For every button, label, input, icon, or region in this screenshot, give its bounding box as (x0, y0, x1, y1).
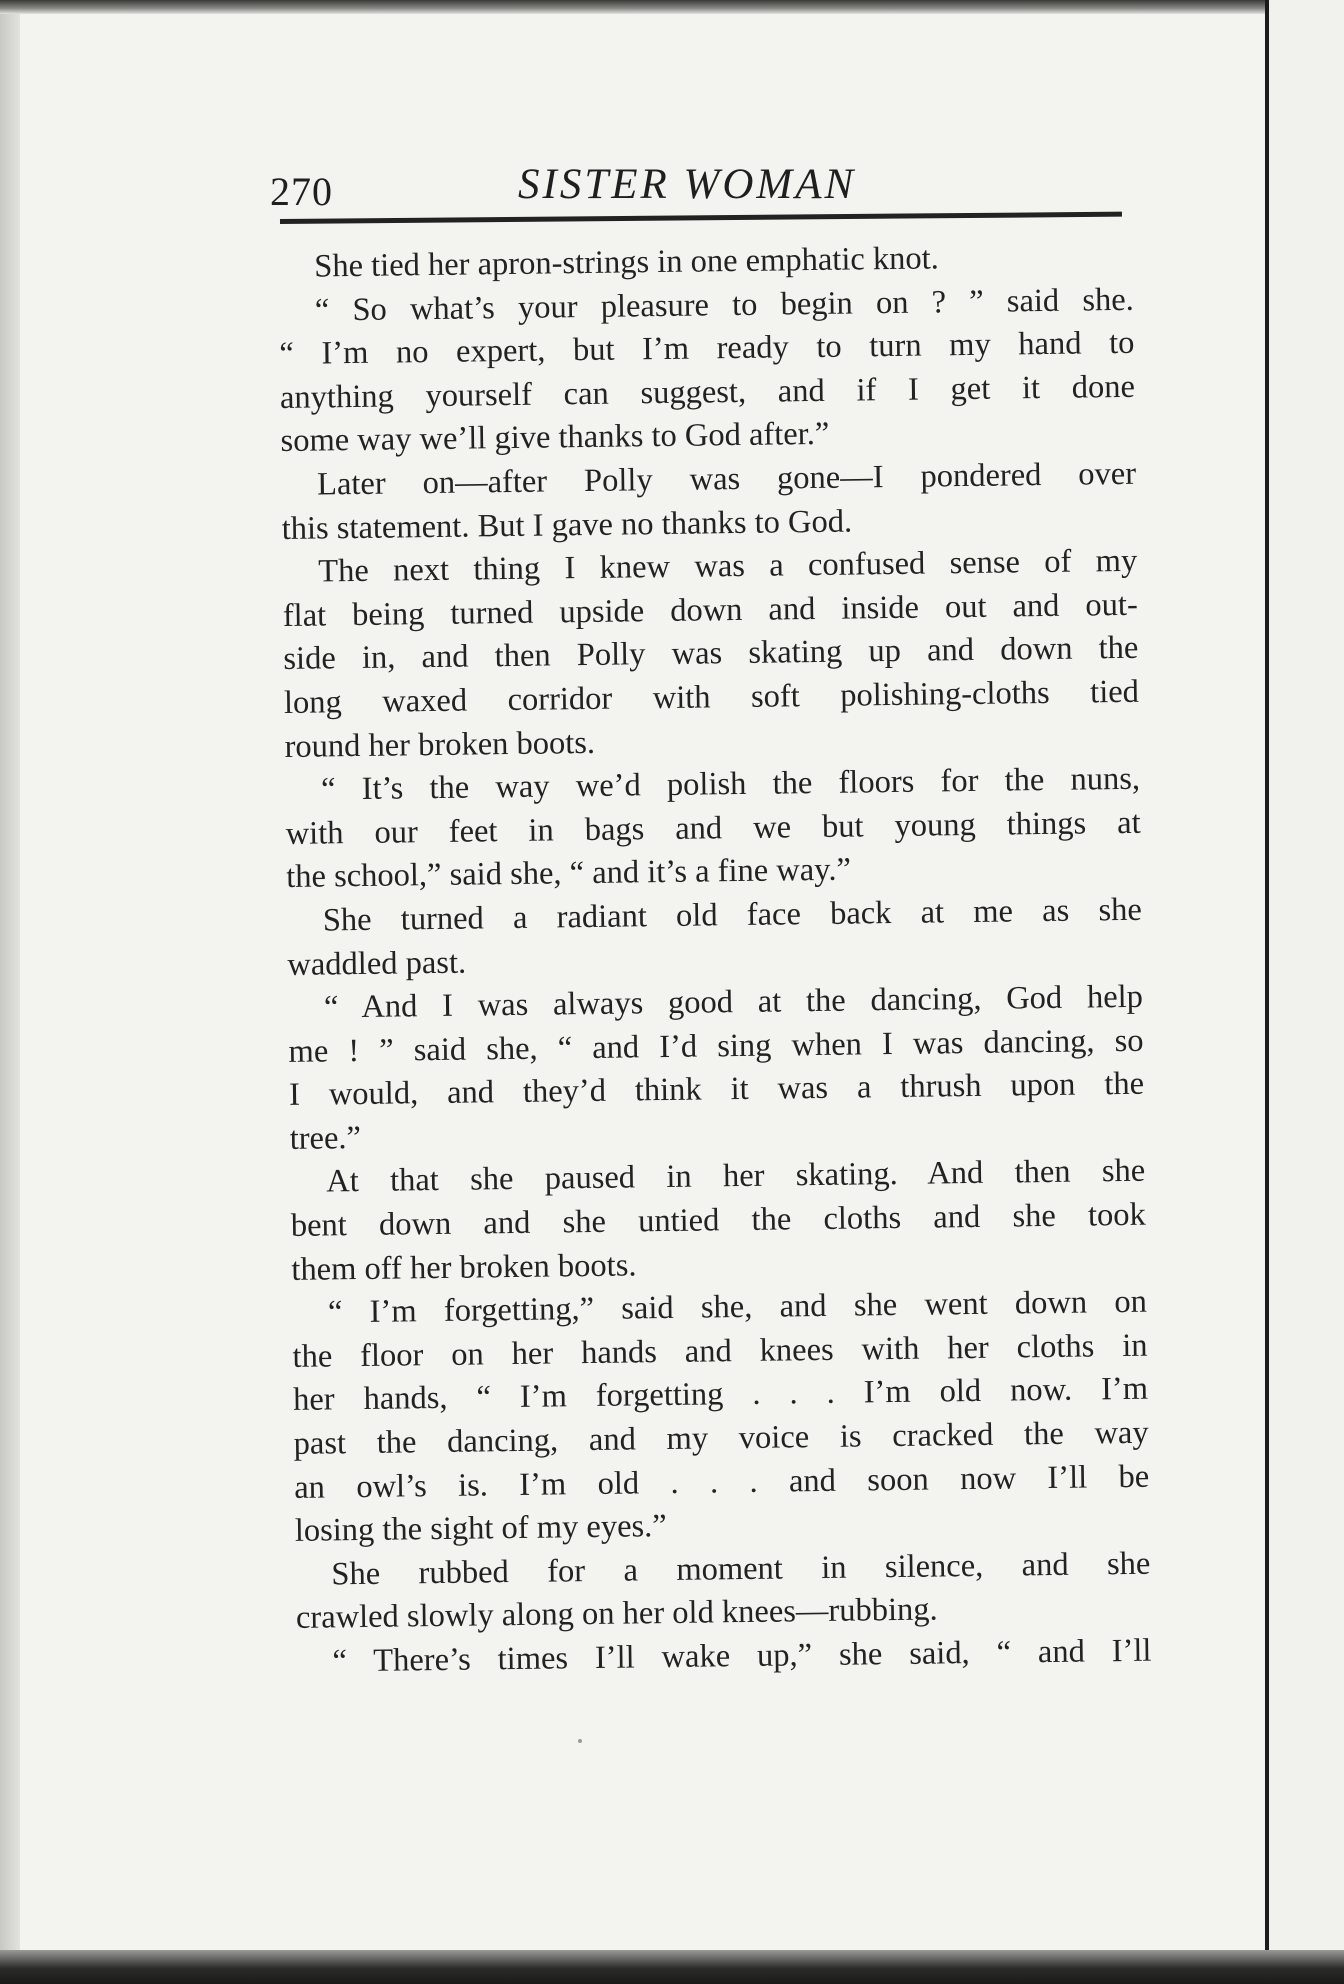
text-line: her hands, “ I’m forgetting . . . I’m old now. I’m (292, 1371, 1149, 1419)
text-line: them off her broken boots. (291, 1247, 637, 1288)
text-line: “ It’s the way we’d polish the floors for the nuns, (320, 760, 1141, 808)
text-line: the floor on her hands and knees with her cloths in (292, 1327, 1148, 1375)
text-line: “ There’s times I’ll wake up,” she said, “ and I’ll (332, 1632, 1152, 1680)
text-line: She tied her apron-strings in one emphatic knot. (314, 240, 940, 285)
text-line: losing the sight of my eyes.” (294, 1508, 667, 1550)
text-line: She turned a radiant old face back at me as she (322, 891, 1142, 939)
text-line: I would, and they’d think it was a thrush upon the (288, 1066, 1145, 1114)
gutter-line (1265, 0, 1269, 1984)
text-line: tree.” (289, 1119, 362, 1157)
text-line: “ And I was always good at the dancing, God help (323, 978, 1144, 1026)
text-line: flat being turned upside down and inside out and out- (282, 586, 1139, 634)
text-line: She rubbed for a moment in silence, and she (331, 1545, 1151, 1593)
body-text (278, 235, 1152, 1685)
text-line: crawled slowly along on her old knees—rubbing. (295, 1591, 938, 1637)
text-line: me ! ” said she, “ and I’d sing when I was dancing, so (288, 1022, 1144, 1070)
page-number: 270 (270, 169, 333, 214)
text-line: “ I’m forgetting,” said she, and she went down on (327, 1283, 1148, 1331)
text-line: waddled past. (287, 944, 467, 983)
page-header (270, 150, 1120, 220)
text-line: an owl’s is. I’m old . . . and soon now I’ll be (294, 1458, 1150, 1506)
text-line: bent down and she untied the cloths and she took (290, 1196, 1146, 1244)
text-line: side in, and then Polly was skating up and down the (283, 630, 1139, 678)
scan-bottom-edge (0, 1950, 1344, 1984)
page-top-edge (0, 0, 1270, 14)
speck (578, 1739, 582, 1743)
text-line: long waxed corridor with soft polishing-cloths tied (283, 673, 1140, 721)
text-line: round her broken boots. (284, 724, 596, 765)
text-line: some way we’ll give thanks to God after.” (280, 416, 830, 460)
text-line: the school,” said she, “ and it’s a fine way.” (286, 851, 852, 896)
text-line: The next thing I knew was a confused sense of my (318, 542, 1138, 590)
text-line: At that she paused in her skating. And then she (326, 1153, 1146, 1200)
running-title: SISTER WOMAN (518, 161, 857, 208)
text-line: with our feet in bags and we but young things at (285, 804, 1141, 852)
text-line: anything yourself can suggest, and if I get it done (279, 368, 1136, 416)
facing-page-edge (1269, 0, 1344, 1984)
text-line: this statement. But I gave no thanks to God. (281, 503, 853, 547)
text-line: Later on—after Polly was gone—I pondered over (316, 455, 1137, 503)
text-line: past the dancing, and my voice is cracked the way (293, 1414, 1149, 1462)
text-line: “ I’m no expert, but I’m ready to turn my hand to (279, 324, 1135, 373)
text-line: “ So what’s your pleasure to begin on ? ” said she. (314, 281, 1135, 329)
